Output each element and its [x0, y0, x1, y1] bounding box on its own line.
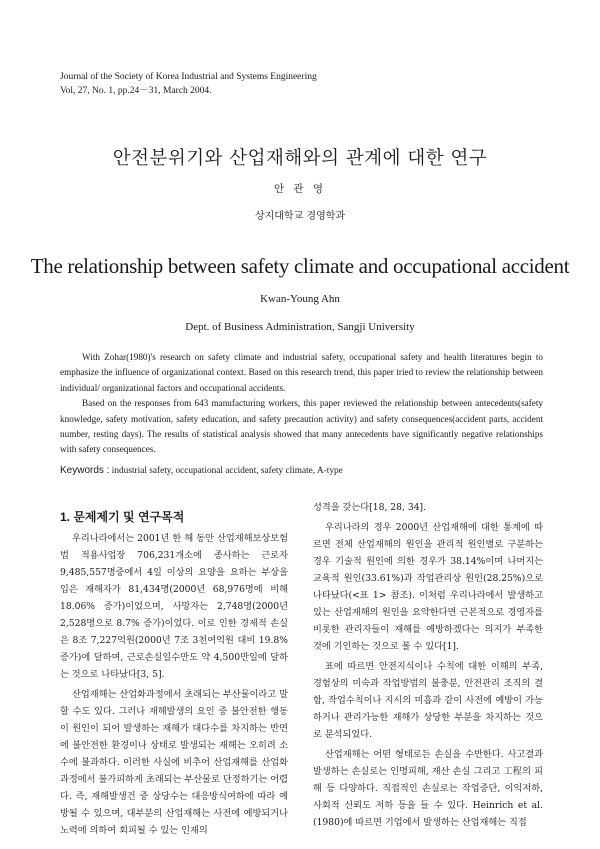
affiliation-english: Dept. of Business Administration, Sangji University — [185, 321, 415, 333]
journal-volume: Vol, 27, No. 1, pp.24－31, March 2004. — [60, 86, 212, 96]
journal-header — [60, 70, 317, 98]
author-korean: 안 관 영 — [273, 183, 327, 195]
keywords — [60, 465, 543, 476]
section-heading: 1. 문제제기 및 연구목적 — [60, 510, 185, 524]
body-paragraph: 표에 따르면 안전지식이나 수칙에 대한 이해의 부족, 경험상의 미숙과 작업방법의 불충분, 안전관리 조직의 결함, 작업수칙이나 지시의 미흡과 같이 사전에 예방이 가능하거나 관리가능한 재해가 상당한 부분을 차지하는 것으로 분석되었다. — [313, 661, 543, 740]
left-column — [60, 530, 288, 839]
body-paragraph: 성격을 갖는다[18, 28, 34]. — [313, 502, 427, 513]
body-paragraph: 산업재해는 산업화과정에서 초래되는 부산물이라고 말할 수도 있다. 그러나 재해발생의 요인 중 불안전한 행동이 원인이 되어 발생하는 재해가 대다수를 차지하는 반면에 불안전한 환경이나 상태로 발생되는 재해는 오히려 소수에 불과하다. 이러한 사실에 비추어 산업재해를 산업화과정에서 불가피하게 초래되는 부산물로 단정하기는 어렵다. 즉, 재해발생건 중 상당수는 대응방식여하에 따라 예방될 수 있으며, 대부분의 산업재해는 사전에 예방되거나 노력에 의하여 회피될 수 있는 인재의 — [60, 689, 288, 836]
affiliation-korean: 상지대학교 경영학과 — [254, 211, 346, 222]
keywords-label: Keywords : — [60, 465, 110, 476]
abstract-paragraph-1: With Zohar(1980)'s research on safety climate and industrial safety, occupational safety and health literatures begin to emphasize the influence of organizational context. Based on this research trend, this paper tried to review the relationship between individual/ organizational factors and occupational accidents. — [60, 352, 543, 393]
abstract-paragraph-2: Based on the responses from 643 manufacturing workers, this paper reviewed the relationship between antecedents(safety knowledge, safety motivation, safety education, and safety precaution activity) and safety consequences(accident parts, accident number, resting days). The results of statistical analysis showed that many antecedents have significantly negative relationships with safety consequences. — [60, 398, 543, 455]
author-english: Kwan-Young Ahn — [260, 293, 340, 305]
body-paragraph: 우리나라에서는 2001년 한 해 동안 산업재해보상보험법 적용사업장 706,231개소에 종사하는 근로자 9,485,557명중에서 4일 이상의 요양을 요하는 부상을 입은 재해자가 81,434명(2000년 68,976명에 비해 18.06% 증가)이었으며, 사망자는 2,748명(2000년 2,528명으로 8.7% 증가)이었다. 이로 인한 경제적 손실은 8조 7,227억원(2000년 7조 3천여억원 대비 19.8% 증가)에 달하며, 근로손실일수만도 약 4,500만일에 달하는 것으로 나타났다[3, 5]. — [60, 533, 288, 680]
title-english: The relationship between safety climate and occupational accident — [30, 254, 570, 278]
title-korean: 안전분위기와 산업재해와의 관계에 대한 연구 — [112, 148, 488, 169]
journal-name: Journal of the Society of Korea Industrial and Systems Engineering — [60, 72, 317, 82]
keywords-text: industrial safety, occupational accident, safety climate, A-type — [111, 466, 343, 476]
body-paragraph: 산업재해는 어떤 형태로든 손실을 수반한다. 사고결과 발생하는 손실로는 인명피해, 재산 손실 그리고 工程의 피해 등 다양하다. 직접적인 손실로는 작업중단, 이익저하, 사회적 신뢰도 저하 등을 들 수 있다. Heinrich et al.(1980)에 따르면 기업에서 발생하는 산업재해는 직접 — [313, 749, 543, 828]
right-column — [313, 499, 543, 831]
body-paragraph: 우리나라의 경우 2000년 산업재해에 대한 통계에 따르면 전체 산업재해의 원인을 관리적 원인별로 구분하는 경우 기술적 원인에 의한 경우가 38.14%이며 나머지는 교육적 원인(33.61%)과 작업관리상 원인(28.25%)으로 나타났다(<표 1> 참조). 이처럼 우리나라에서 발생하고 있는 산업재해의 원인을 요약한다면 근본적으로 경영자를 비롯한 관리자들이 재해를 예방하겠다는 의지가 부족한 것에 기인하는 것으로 볼 수 있다[1]. — [313, 522, 543, 652]
abstract — [60, 350, 543, 458]
